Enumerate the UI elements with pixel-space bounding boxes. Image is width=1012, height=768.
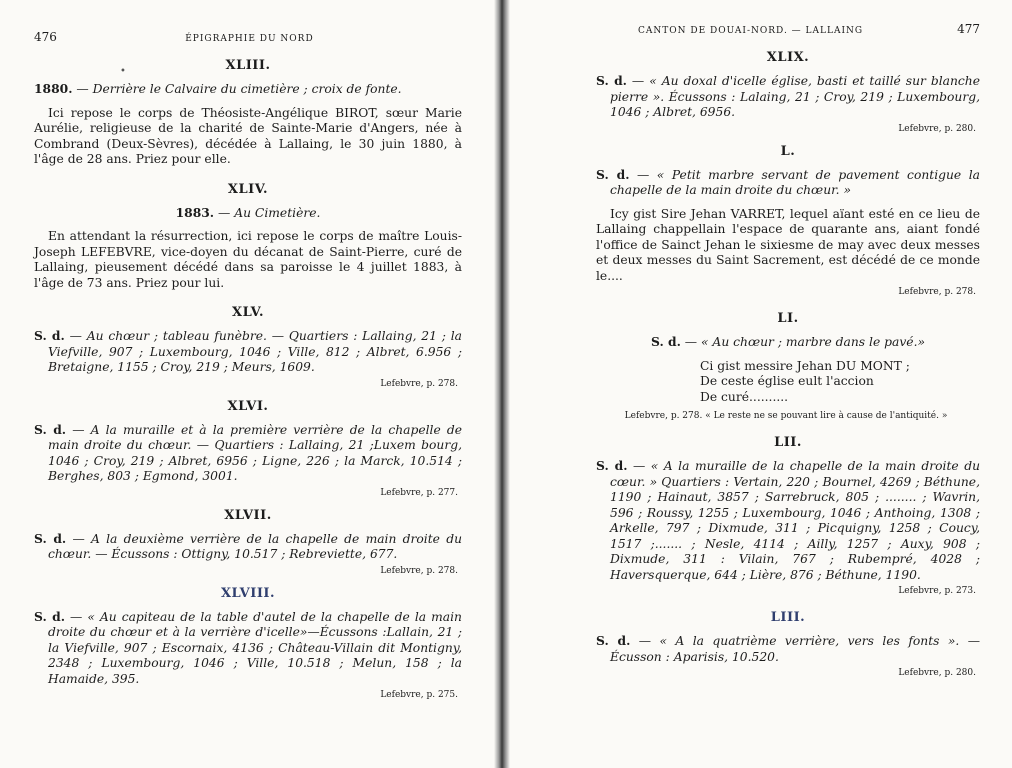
entry-location: — Derrière le Calvaire du cimetière ; croix de fonte. [72,82,402,96]
entry-heading [34,81,462,98]
citation: Lefebvre, p. 278. « Le reste ne se pouvant lire à cause de l'antiquité. » [624,411,948,421]
entry-description: — Au chœur ; tableau funèbre. — Quartiers : Lallaing, 21 ; la Viefville, 907 ; Luxembourg, 1046 ; Ville, 812 ; Albret, 6.956 ; Bretaigne, 1155 ; Croy, 219 ; Meurs, 1609. [48,329,462,374]
entry-date: 1880. [34,81,73,96]
citation: Lefebvre, p. 277. [380,487,458,498]
inscription-text: Ici repose le corps de Théosiste-Angélique BIROT, sœur Marie Aurélie, religieuse de la charité de Sainte-Marie d'Angers, née à Combrand (Deux-Sèvres), décédée à Lallaing, le 30 juin 1880, à l'âge de 28 ans. Priez pour elle. [34,105,462,166]
entry-sd: S. d. [34,608,65,624]
right-page [510,0,1012,768]
entry-description: — « Au doxal d'icelle église, basti et taillé sur blanche pierre ». Écussons : Lalaing, 21 ; Croy, 219 ; Luxembourg, 1046 ; Albret, 6956. [610,74,980,119]
left-page [0,0,494,768]
entry-location: — Au Cimetière. [214,205,321,220]
inscription-text: Icy gist Sire Jehan VARRET, lequel aïant esté en ce lieu de Lallaing chappellain l'espace de quarante ans, aiant fondé l'office de Sainct Jehan le sixiesme de may avec deux messes et deux messes du Saint Sacrement, est décédé de ce monde le.... [596,206,980,283]
book-gutter [494,0,510,768]
entry-heading [34,205,462,222]
citation: Lefebvre, p. 278. [380,378,458,389]
citation: Lefebvre, p. 280. [898,668,976,678]
entry-description: — A la muraille et à la première verrière de la chapelle de main droite du chœur. — Quartiers : Lallaing, 21 ;Luxem bourg, 1046 ; Croy, 219 ; Albret, 6956 ; Ligne, 226 ; la Marck, 10.514 ; Berghes, 803 ; Egmond, 3001. [48,422,463,483]
entry-number: XLV. [231,305,265,320]
ink-speck: • [120,66,126,77]
running-title: ÉPIGRAPHIE DU NORD [185,34,314,44]
entry-sd: S. d. [596,166,630,182]
running-title: CANTON DE DOUAI-NORD. — LALLAING [638,26,864,36]
citation: Lefebvre, p. 278. [380,565,458,576]
entry-sd: S. d. [34,530,67,546]
entry-number: XLVIII. [220,585,276,601]
inscription-text: En attendant la résurrection, ici repose le corps de maître Louis-Joseph LEFEBVRE, vice-doyen du décanat de Saint-Pierre, curé de Lallaing, pieusement décédé dans sa paroisse le 4 juillet 1883, à l'âge de 73 ans. Priez pour lui. [34,229,462,290]
entry-number: XLVI. [227,398,269,414]
entry-description: — « Au capiteau de la table d'autel de la chapelle de la main droite du chœur et à la verrière d'icelle»—Écussons :Lallain, 21 ; la Viefville, 907 ; Escornaix, 4136 ; Château-Villain dit Montigny, 2348 ; Luxembourg, 1046 ; Ville, 10.518 ; Melun, 158 ; la Hamaide, 395. [48,609,462,686]
entry-sd: S. d. [34,421,67,437]
entry-text [596,334,980,351]
citation: Lefebvre, p. 275. [380,690,458,700]
citation: Lefebvre, p. 278. [898,287,976,297]
page-number: 476 [34,30,57,44]
entry-date: 1883. [175,204,215,220]
entry-number: LIII. [770,610,806,625]
verse-line: De ceste église eult l'accion [700,374,874,388]
entry-number: XLVII. [224,507,272,523]
verse-line: De curé.......... [700,389,789,404]
entry-text [34,328,462,376]
entry-sd: S. d. [596,73,627,88]
entry-text [34,609,462,688]
entry-description: — « A la quatrième verrière, vers les fonts ». — Écusson : Aparisis, 10.520. [610,634,980,664]
entry-description: — « Petit marbre servant de pavement contigue la chapelle de la main droite du chœur. » [610,167,980,197]
entry-text [596,167,980,199]
entry-number: LII. [774,435,802,450]
inscription-verse [700,359,980,406]
entry-sd: S. d. [651,334,681,349]
entry-number: XLIII. [225,58,271,73]
entry-sd: S. d. [596,458,628,473]
entry-text [596,633,980,665]
entry-text [34,531,462,563]
entry-sd: S. d. [596,633,631,648]
entry-number: XLIX. [766,50,810,65]
entry-number: L. [780,143,796,159]
entry-number: XLIV. [227,181,269,197]
verse-line: Ci gist messire Jehan DU MONT ; [700,358,910,373]
entry-sd: S. d. [34,328,65,343]
entry-text [596,458,980,583]
entry-description: — « A la muraille de la chapelle de la main droite du cœur. » Quartiers : Vertain, 220 ; Bournel, 4269 ; Béthune, 1190 ; Hainaut, 3857 ; Sarrebruck, 805 ; ........ ; Wavrin, 596 ; Roussy, 1255 ; Luxembourg, 1046 ; Anthoing, 1308 ; Arkelle, 797 ; Dixmude, 311 ; Picquigny, 1258 ; Coucy, 1517 ;....... ; Nesle, 4114 ; Ailly, 1257 ; Auxy, 908 ; Dixmude, 311 : Vilain, 767 ; Rubempré, 4028 ; Haversquerque, 644 ; Lière, 876 ; Béthune, 1190. [610,459,981,582]
entry-text [34,422,462,485]
entry-description: — A la deuxième verrière de la chapelle de main droite du chœur. — Écussons : Ottigny, 10.517 ; Rebreviette, 677. [48,531,462,561]
running-head [524,22,980,36]
running-head [34,30,462,44]
page-number: 477 [957,22,980,36]
entry-description: — « Au chœur ; marbre dans le pavé.» [680,335,925,349]
citation: Lefebvre, p. 273. [898,586,976,596]
citation: Lefebvre, p. 280. [898,123,976,134]
entry-text [596,73,980,121]
entry-number: LI. [777,311,799,326]
